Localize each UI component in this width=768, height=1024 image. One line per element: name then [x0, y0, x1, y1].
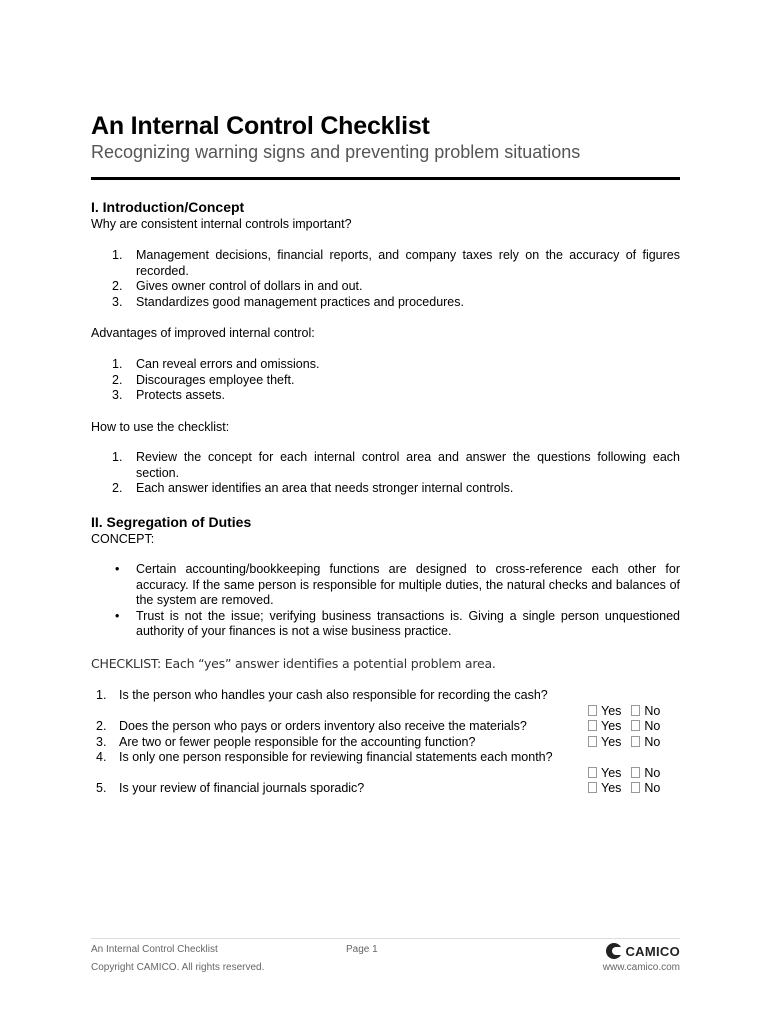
yes-checkbox[interactable] [588, 782, 597, 793]
how-to-list [91, 450, 680, 497]
concept-label: CONCEPT: [91, 532, 155, 546]
yes-no-options: Yes No [588, 766, 660, 782]
yes-checkbox[interactable] [588, 767, 597, 778]
yes-no-options: Yes No [588, 704, 660, 720]
list-item: 3. Protects assets. [112, 388, 225, 402]
intro-question: Why are consistent internal controls important? [91, 217, 352, 231]
list-item: 2. Each answer identifies an area that needs stronger internal controls. [112, 481, 514, 495]
title-divider [91, 177, 680, 180]
camico-logo-icon [606, 943, 622, 959]
no-checkbox[interactable] [631, 720, 640, 731]
yes-checkbox[interactable] [588, 736, 597, 747]
footer-divider [91, 938, 680, 939]
advantages-list [91, 357, 680, 404]
importance-list [91, 248, 680, 310]
footer-website[interactable]: www.camico.com [602, 962, 680, 973]
list-item: 1. Review the concept for each internal control area and answer the questions following each section. [112, 450, 680, 480]
footer-copyright: Copyright CAMICO. All rights reserved. [91, 962, 265, 973]
list-item: 2. Gives owner control of dollars in and out. [112, 279, 363, 293]
list-item: 3. Standardizes good management practices and procedures. [112, 294, 464, 309]
section-heading-introduction: I. Introduction/Concept [91, 199, 245, 215]
yes-no-options: Yes No [588, 781, 660, 797]
no-checkbox[interactable] [631, 705, 640, 716]
how-to-label: How to use the checklist: [91, 420, 230, 434]
list-item: 1. Can reveal errors and omissions. [112, 357, 320, 371]
advantages-label: Advantages of improved internal control: [91, 326, 315, 340]
footer-page-number: Page 1 [346, 944, 378, 955]
no-checkbox[interactable] [631, 767, 640, 778]
camico-logo: CAMICO [606, 943, 680, 959]
list-item: 2. Discourages employee theft. [112, 372, 295, 387]
no-checkbox[interactable] [631, 736, 640, 747]
list-item: 1. Management decisions, financial reports, and company taxes rely on the accuracy of figures recorded. [112, 248, 680, 278]
footer-doc-title: An Internal Control Checklist [91, 944, 218, 955]
yes-checkbox[interactable] [588, 720, 597, 731]
list-item: • Certain accounting/bookkeeping functions are designed to cross-reference each other for accuracy. If the same person is responsible for multiple duties, the natural checks and balances of the system are removed. [115, 562, 680, 607]
list-item: • Trust is not the issue; verifying business transactions is. Giving a single person unquestioned authority of your finances is not a wise business practice. [115, 608, 680, 638]
yes-no-options: Yes No [588, 719, 660, 735]
yes-no-options: Yes No [588, 735, 660, 751]
section-heading-segregation: II. Segregation of Duties [91, 514, 252, 530]
no-checkbox[interactable] [631, 782, 640, 793]
document-subtitle: Recognizing warning signs and preventing problem situations [91, 142, 581, 162]
checklist-heading: CHECKLIST: Each “yes” answer identifies a potential problem area. [91, 656, 496, 671]
document-title: An Internal Control Checklist [91, 112, 430, 140]
yes-checkbox[interactable] [588, 705, 597, 716]
concept-bullets [91, 562, 680, 640]
